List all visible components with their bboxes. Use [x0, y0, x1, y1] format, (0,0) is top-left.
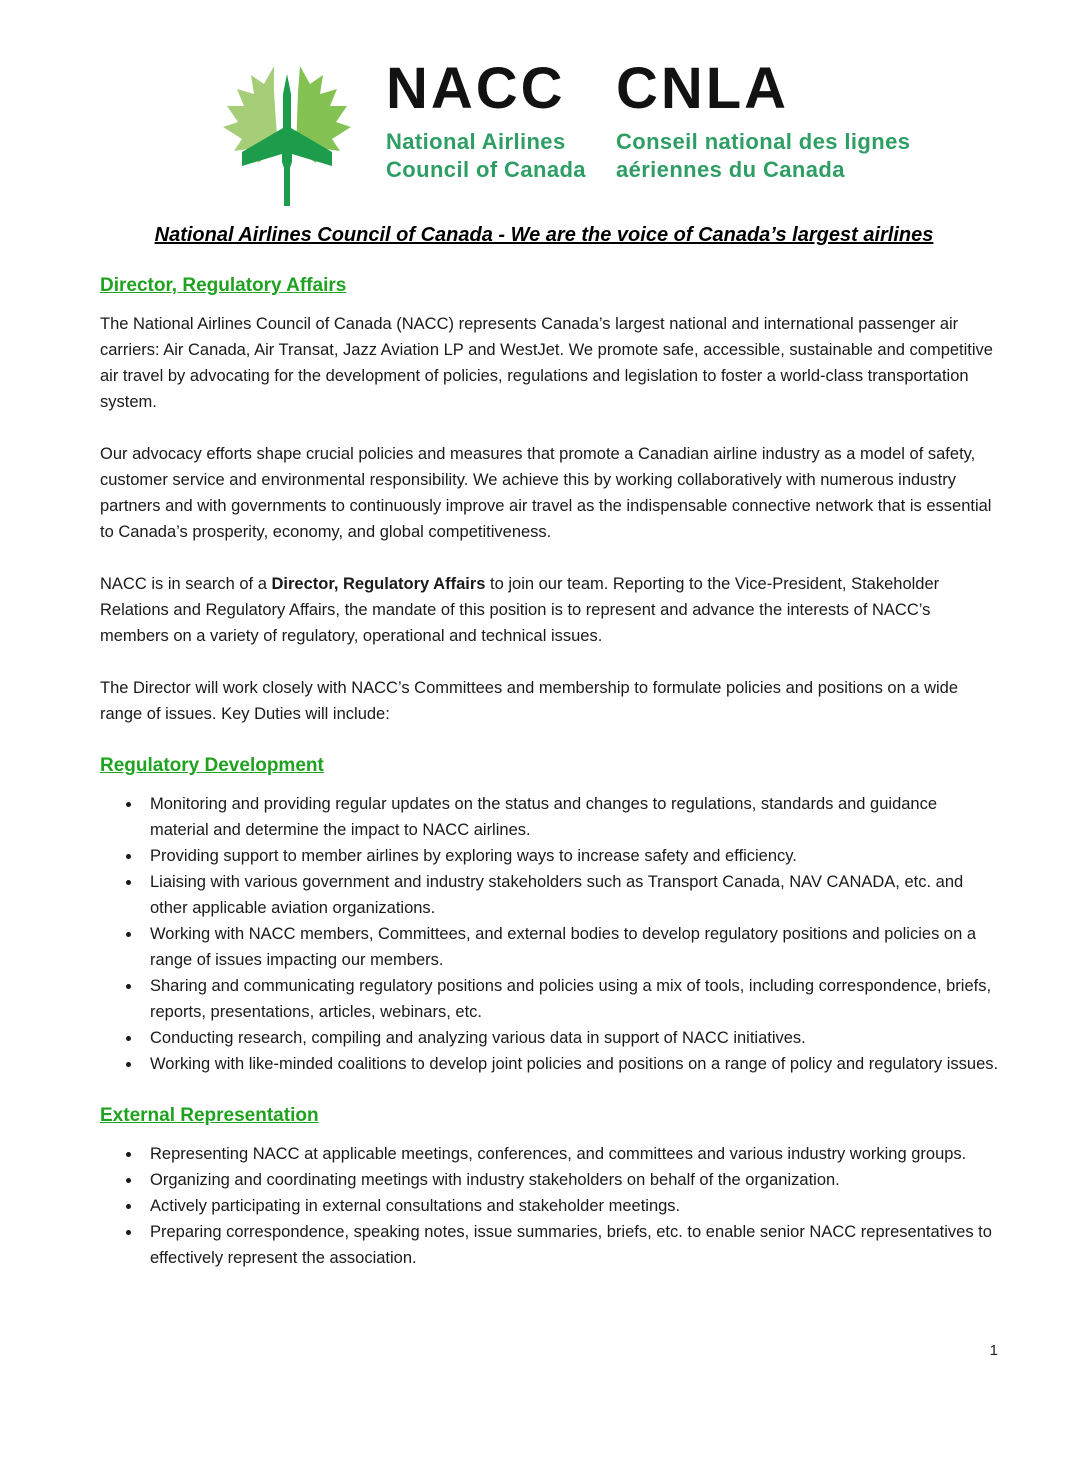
document-body [0, 275, 1088, 1271]
nacc-acronym-text: NACC [386, 56, 566, 121]
heading-director-regulatory-affairs: Director, Regulatory Affairs [100, 275, 347, 296]
list-item: • Working with like-minded coalitions to develop joint policies and positions on a range of policy and regulatory issues. [142, 1051, 1000, 1077]
paragraph-advocacy: Our advocacy efforts shape crucial policies and measures that promote a Canadian airline industry as a model of safety, customer service and environmental responsibility. We achieve this by working collaboratively with numerous industry partners and with governments to continuously improve air travel as the indispensable connective network that is essential to Canada’s prosperity, economy, and global competitiveness. [100, 445, 992, 541]
cnla-subtitle-line2: aériennes du Canada [615, 157, 845, 182]
cnla-subtitle-line1: Conseil national des lignes [615, 129, 911, 154]
list-item: • Organizing and coordinating meetings with industry stakeholders on behalf of the organization. [142, 1167, 1000, 1193]
paragraph-nacc-overview: The National Airlines Council of Canada (NACC) represents Canada’s largest national and international passenger air carriers: Air Canada, Air Transat, Jazz Aviation LP and WestJet. We promote safe, accessible, sustainable and competitive air travel by advocating for the development of policies, regulations and legislation to foster a world-class transportation system. [100, 315, 993, 411]
list-item: • Sharing and communicating regulatory positions and policies using a mix of tools, including correspondence, briefs, reports, presentations, articles, webinars, etc. [142, 973, 1000, 1025]
paragraph-key-duties-intro: The Director will work closely with NACC’s Committees and membership to formulate policies and positions on a wide range of issues. Key Duties will include: [100, 679, 959, 723]
cnla-wordmark [615, 56, 911, 184]
list-item: • Monitoring and providing regular updates on the status and changes to regulations, standards and guidance material and determine the impact to NACC airlines. [142, 791, 1000, 843]
list-item: • Providing support to member airlines by exploring ways to increase safety and efficiency. [142, 843, 1000, 869]
cnla-acronym-text: CNLA [615, 56, 790, 121]
list-item: • Preparing correspondence, speaking notes, issue summaries, briefs, etc. to enable senior NACC representatives to effectively represent the association. [142, 1219, 1000, 1271]
position-search-pre: NACC is in search of a [100, 575, 272, 593]
position-search-post: to join our team. Reporting to the Vice-President, Stakeholder Relations and Regulatory Affairs, the mandate of this position is to represent and advance the interests of NACC’s members on a variety of regulatory, operational and technical issues. [100, 575, 940, 645]
position-search-bold-title: Director, Regulatory Affairs [271, 575, 486, 593]
nacc-logo [216, 50, 1088, 200]
list-item: • Conducting research, compiling and analyzing various data in support of NACC initiatives. [142, 1025, 1000, 1051]
cnla-subtitle [616, 128, 910, 184]
list-item: • Actively participating in external consultations and stakeholder meetings. [142, 1193, 1000, 1219]
heading-regulatory-development: Regulatory Development [100, 755, 324, 776]
list-item: • Liaising with various government and industry stakeholders such as Transport Canada, NAV CANADA, etc. and other applicable aviation organizations. [142, 869, 1000, 921]
list-item: • Representing NACC at applicable meetings, conferences, and committees and various industry working groups. [142, 1141, 1000, 1167]
page-number: 1 [989, 1342, 998, 1359]
list-item: • Working with NACC members, Committees, and external bodies to develop regulatory positions and policies on a range of issues impacting our members. [142, 921, 1000, 973]
maple-leaf-airplane-icon [216, 50, 360, 200]
document-page [0, 50, 1088, 1458]
paragraph-position-search [100, 571, 1000, 649]
nacc-subtitle-line1: National Airlines [386, 129, 566, 154]
nacc-subtitle-line2: Council of Canada [386, 157, 586, 182]
document-title: National Airlines Council of Canada - We are the voice of Canada’s largest airlines [154, 224, 934, 246]
nacc-subtitle [386, 128, 586, 184]
nacc-wordmark [386, 56, 586, 184]
heading-external-representation: External Representation [100, 1105, 319, 1126]
regulatory-development-list [100, 791, 1000, 1077]
external-representation-list [100, 1141, 1000, 1271]
